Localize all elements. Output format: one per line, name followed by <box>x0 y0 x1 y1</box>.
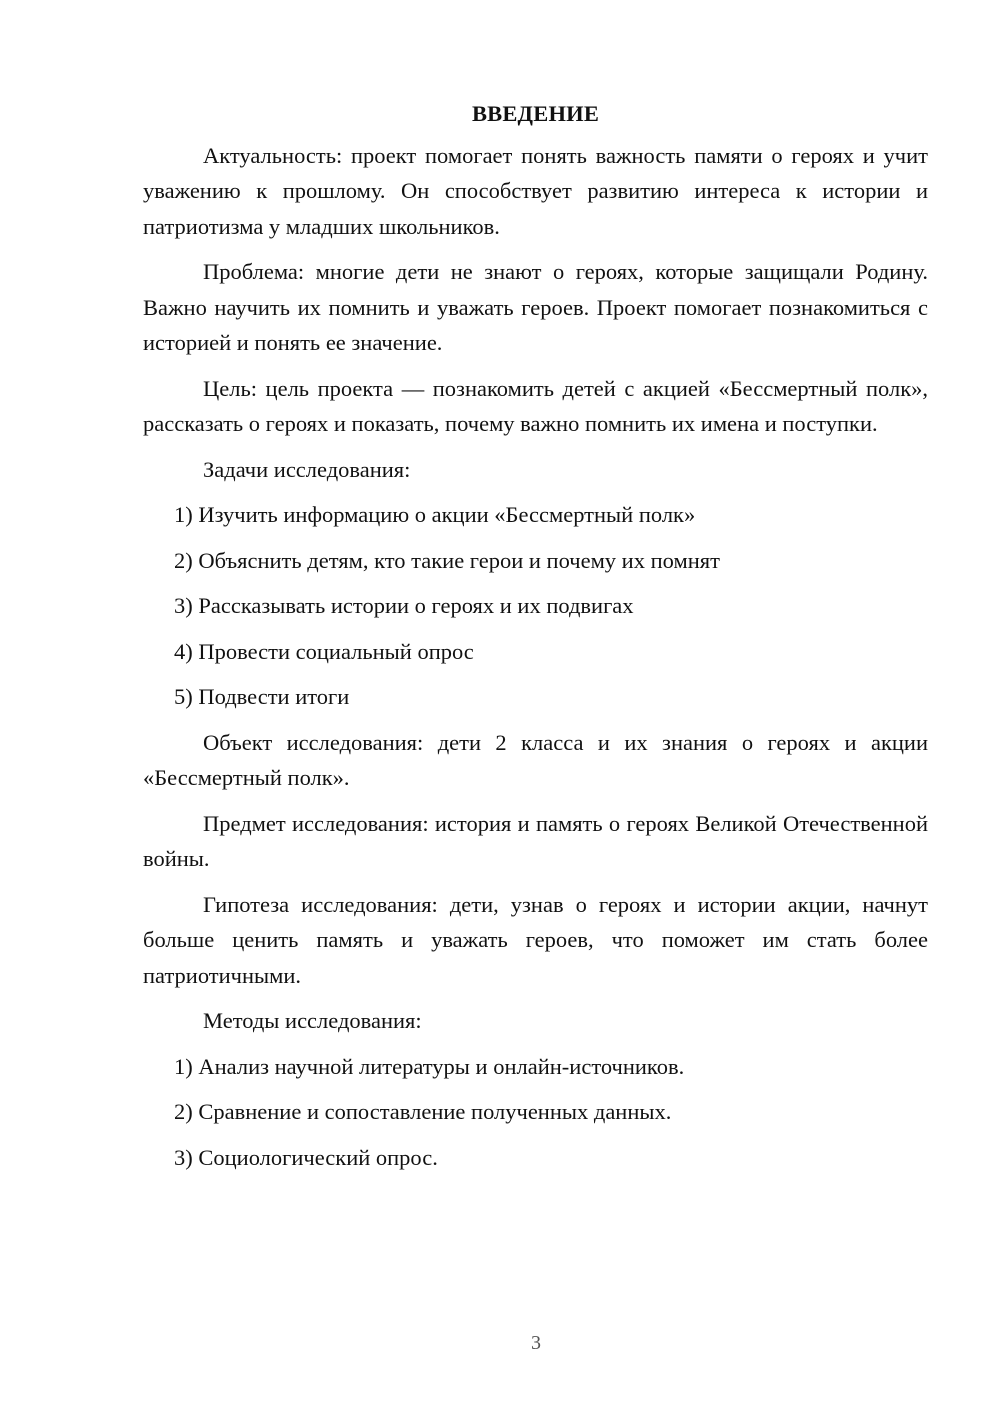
task-item: 1) Изучить информацию о акции «Бессмертный полк» <box>174 502 696 527</box>
page-number: 3 <box>531 1332 541 1354</box>
method-item: 2) Сравнение и сопоставление полученных данных. <box>174 1099 672 1124</box>
page-title: ВВЕДЕНИЕ <box>471 101 600 126</box>
subject-paragraph: Предмет исследования: история и память о героях Великой Отечественной войны. <box>143 810 928 871</box>
method-item: 1) Анализ научной литературы и онлайн-источников. <box>174 1053 685 1079</box>
tasks-heading: Задачи исследования: <box>203 456 411 482</box>
task-item: 5) Подвести итоги <box>174 684 350 709</box>
relevance-paragraph: Актуальность: проект помогает понять важность памяти о героях и учит уважению к прошлому. Он способствует развитию интереса к истории и патриотизма у младших школьников. <box>143 142 928 239</box>
document-page <box>143 96 928 1185</box>
task-item: 3) Рассказывать истории о героях и их подвигах <box>174 593 634 618</box>
goal-paragraph: Цель: цель проекта — познакомить детей с акцией «Бессмертный полк», рассказать о героях и показать, почему важно помнить их имена и поступки. <box>143 375 928 436</box>
hypothesis-paragraph: Гипотеза исследования: дети, узнав о героях и истории акции, начнут больше ценить память и уважать героев, что поможет им стать более патриотичными. <box>143 891 928 988</box>
task-item: 2) Объяснить детям, кто такие герои и почему их помнят <box>174 547 720 573</box>
object-paragraph: Объект исследования: дети 2 класса и их знания о героях и акции «Бессмертный полк». <box>143 729 928 790</box>
methods-heading: Методы исследования: <box>203 1008 422 1033</box>
problem-paragraph: Проблема: многие дети не знают о героях, которые защищали Родину. Важно научить их помнить и уважать героев. Проект помогает познакомиться с историей и понять ее значение. <box>143 259 928 355</box>
method-item: 3) Социологический опрос. <box>174 1144 438 1170</box>
task-item: 4) Провести социальный опрос <box>174 638 474 664</box>
